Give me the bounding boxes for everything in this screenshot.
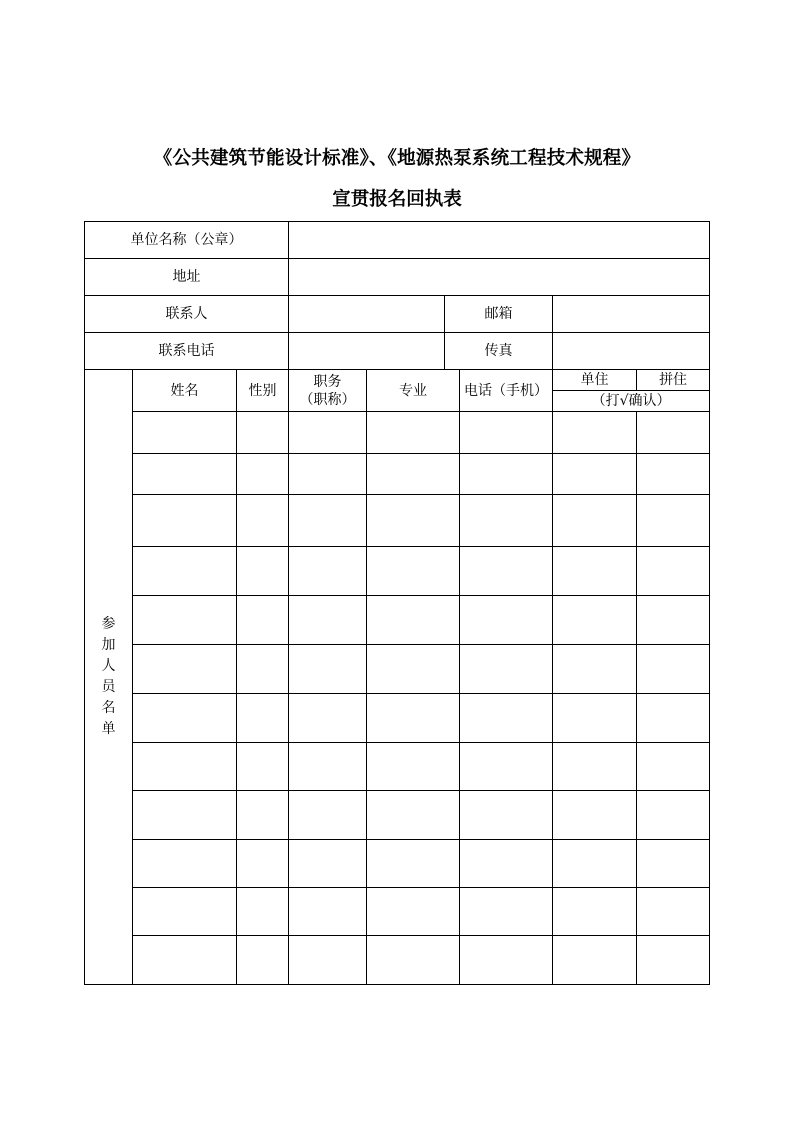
participant-row <box>85 887 710 935</box>
contact-label: 联系人 <box>85 296 289 333</box>
participant-name-cell[interactable] <box>133 454 237 495</box>
unit-name-field[interactable] <box>289 222 710 259</box>
participant-gender-cell[interactable] <box>237 644 289 693</box>
participant-gender-cell[interactable] <box>237 495 289 547</box>
participant-position-cell[interactable] <box>289 887 367 935</box>
participant-single-room-cell[interactable] <box>553 887 637 935</box>
participant-single-room-cell[interactable] <box>553 412 637 454</box>
participant-shared-room-cell[interactable] <box>637 693 710 742</box>
participant-gender-cell[interactable] <box>237 790 289 839</box>
participant-phone-cell[interactable] <box>460 839 553 887</box>
participant-gender-cell[interactable] <box>237 839 289 887</box>
participant-major-cell[interactable] <box>367 742 460 790</box>
participant-gender-cell[interactable] <box>237 412 289 454</box>
participant-phone-cell[interactable] <box>460 790 553 839</box>
participant-single-room-cell[interactable] <box>553 547 637 596</box>
participant-row <box>85 495 710 547</box>
participant-position-cell[interactable] <box>289 935 367 984</box>
fax-label: 传真 <box>445 333 553 370</box>
participant-row <box>85 596 710 644</box>
header-gender: 性别 <box>237 370 289 412</box>
participant-single-room-cell[interactable] <box>553 742 637 790</box>
participant-shared-room-cell[interactable] <box>637 839 710 887</box>
contact-field[interactable] <box>289 296 445 333</box>
participant-single-room-cell[interactable] <box>553 495 637 547</box>
participant-major-cell[interactable] <box>367 693 460 742</box>
header-single-room: 单住 <box>553 370 637 391</box>
participant-major-cell[interactable] <box>367 495 460 547</box>
participant-major-cell[interactable] <box>367 412 460 454</box>
participant-position-cell[interactable] <box>289 742 367 790</box>
document-title: 《公共建筑节能设计标准》、《地源热泵系统工程技术规程》 <box>153 148 641 169</box>
phone-row <box>85 333 710 370</box>
contact-row <box>85 296 710 333</box>
participant-single-room-cell[interactable] <box>553 790 637 839</box>
participant-gender-cell[interactable] <box>237 693 289 742</box>
participant-name-cell[interactable] <box>133 596 237 644</box>
registration-form-table <box>84 221 710 985</box>
participant-row <box>85 693 710 742</box>
address-row <box>85 259 710 296</box>
participant-name-cell[interactable] <box>133 935 237 984</box>
participant-position-cell[interactable] <box>289 839 367 887</box>
participant-major-cell[interactable] <box>367 935 460 984</box>
participant-single-room-cell[interactable] <box>553 693 637 742</box>
header-shared-room: 拼住 <box>637 370 710 391</box>
participant-major-cell[interactable] <box>367 547 460 596</box>
participant-position-cell[interactable] <box>289 596 367 644</box>
participant-name-cell[interactable] <box>133 644 237 693</box>
participant-major-cell[interactable] <box>367 839 460 887</box>
participant-single-room-cell[interactable] <box>553 454 637 495</box>
participant-position-cell[interactable] <box>289 547 367 596</box>
participant-phone-cell[interactable] <box>460 495 553 547</box>
participant-shared-room-cell[interactable] <box>637 547 710 596</box>
participant-shared-room-cell[interactable] <box>637 742 710 790</box>
participant-phone-cell[interactable] <box>460 935 553 984</box>
participant-phone-cell[interactable] <box>460 742 553 790</box>
participant-row <box>85 935 710 984</box>
participant-gender-cell[interactable] <box>237 887 289 935</box>
document-subtitle: 宣贯报名回执表 <box>332 189 462 210</box>
fax-field[interactable] <box>553 333 710 370</box>
participant-row <box>85 742 710 790</box>
header-position-title: 职务 <box>313 373 342 390</box>
participant-single-room-cell[interactable] <box>553 839 637 887</box>
participant-phone-cell[interactable] <box>460 547 553 596</box>
participant-shared-room-cell[interactable] <box>637 495 710 547</box>
header-major: 专业 <box>367 370 460 412</box>
participant-major-cell[interactable] <box>367 790 460 839</box>
participant-gender-cell[interactable] <box>237 935 289 984</box>
participant-shared-room-cell[interactable] <box>637 412 710 454</box>
participant-name-cell[interactable] <box>133 839 237 887</box>
participant-position-cell[interactable] <box>289 454 367 495</box>
participant-row <box>85 839 710 887</box>
participant-shared-room-cell[interactable] <box>637 644 710 693</box>
participant-phone-cell[interactable] <box>460 412 553 454</box>
participants-header-row <box>85 370 710 391</box>
participant-major-cell[interactable] <box>367 454 460 495</box>
participant-major-cell[interactable] <box>367 887 460 935</box>
participant-phone-cell[interactable] <box>460 596 553 644</box>
email-label: 邮箱 <box>445 296 553 333</box>
address-field[interactable] <box>289 259 710 296</box>
participant-shared-room-cell[interactable] <box>637 790 710 839</box>
participant-phone-cell[interactable] <box>460 644 553 693</box>
participant-name-cell[interactable] <box>133 742 237 790</box>
participant-position-cell[interactable] <box>289 412 367 454</box>
participants-side-label-text: 参加人员名单 <box>101 616 116 738</box>
participant-row <box>85 454 710 495</box>
participants-side-label <box>85 370 133 985</box>
participant-phone-cell[interactable] <box>460 887 553 935</box>
participant-row <box>85 644 710 693</box>
participant-shared-room-cell[interactable] <box>637 596 710 644</box>
participant-shared-room-cell[interactable] <box>637 935 710 984</box>
participant-gender-cell[interactable] <box>237 454 289 495</box>
participant-position-cell[interactable] <box>289 790 367 839</box>
participant-position-cell[interactable] <box>289 495 367 547</box>
participant-position-cell[interactable] <box>289 693 367 742</box>
header-phone: 电话（手机） <box>460 370 553 412</box>
participant-single-room-cell[interactable] <box>553 935 637 984</box>
header-position-rank: （职称） <box>299 391 356 408</box>
participant-phone-cell[interactable] <box>460 693 553 742</box>
unit-name-label: 单位名称（公章） <box>85 222 289 259</box>
participant-position-cell[interactable] <box>289 644 367 693</box>
header-name: 姓名 <box>133 370 237 412</box>
participant-row <box>85 790 710 839</box>
participant-row <box>85 412 710 454</box>
participant-single-room-cell[interactable] <box>553 644 637 693</box>
participant-phone-cell[interactable] <box>460 454 553 495</box>
participant-name-cell[interactable] <box>133 887 237 935</box>
participant-single-room-cell[interactable] <box>553 596 637 644</box>
participant-gender-cell[interactable] <box>237 596 289 644</box>
unit-name-row <box>85 222 710 259</box>
participant-row <box>85 547 710 596</box>
participant-major-cell[interactable] <box>367 644 460 693</box>
phone-field[interactable] <box>289 333 445 370</box>
participant-gender-cell[interactable] <box>237 547 289 596</box>
participant-major-cell[interactable] <box>367 596 460 644</box>
participant-name-cell[interactable] <box>133 412 237 454</box>
participant-name-cell[interactable] <box>133 790 237 839</box>
phone-label: 联系电话 <box>85 333 289 370</box>
header-position <box>289 370 367 412</box>
header-confirm-note: （打√确认） <box>553 391 710 412</box>
address-label: 地址 <box>85 259 289 296</box>
participant-name-cell[interactable] <box>133 547 237 596</box>
participant-shared-room-cell[interactable] <box>637 454 710 495</box>
participant-name-cell[interactable] <box>133 495 237 547</box>
participant-shared-room-cell[interactable] <box>637 887 710 935</box>
participant-gender-cell[interactable] <box>237 742 289 790</box>
email-field[interactable] <box>553 296 710 333</box>
participant-name-cell[interactable] <box>133 693 237 742</box>
